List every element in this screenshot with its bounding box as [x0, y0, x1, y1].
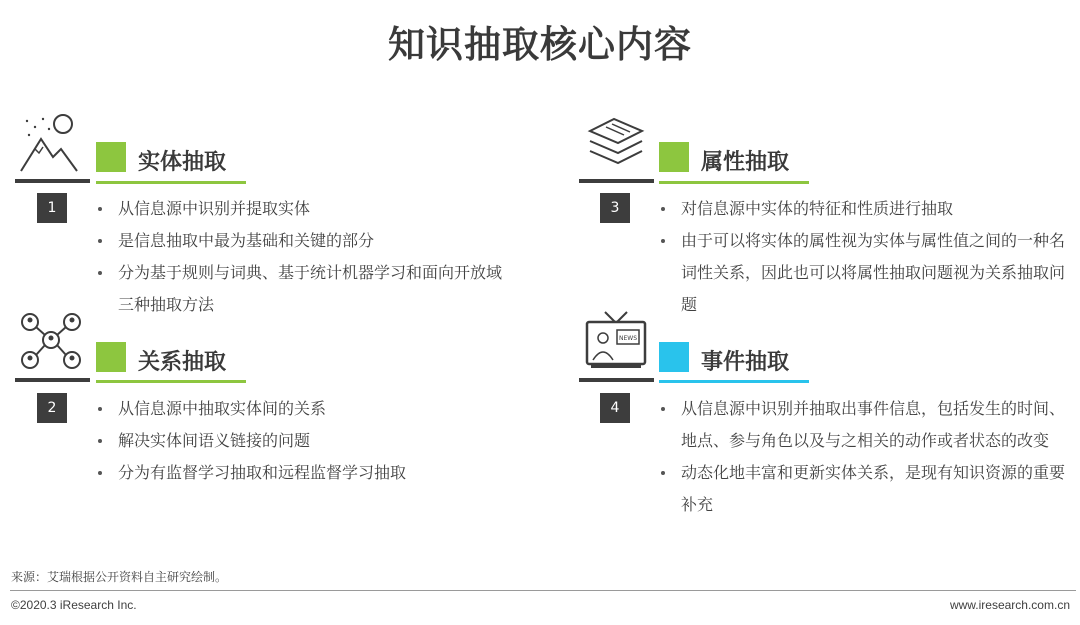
section-3-accent-square	[659, 142, 689, 172]
section-heading: 事件抽取	[701, 350, 790, 375]
bullet-item: 分为基于规则与词典、基于统计机器学习和面向开放域三种抽取方法	[96, 257, 516, 321]
bullet-item: 解决实体间语义链接的问题	[96, 425, 516, 457]
section-2-underline	[96, 380, 246, 383]
section-3-bullets	[659, 193, 1077, 321]
mountain-landscape-icon	[17, 113, 85, 175]
section-1-bullets	[96, 193, 516, 321]
people-network-icon	[20, 312, 84, 372]
section-1-rule	[15, 179, 90, 183]
news-tv-icon	[583, 310, 649, 374]
section-3-rule	[579, 179, 654, 183]
section-number-badge: 1	[37, 193, 67, 223]
bullet-item: 动态化地丰富和更新实体关系，是现有知识资源的重要补充	[659, 457, 1077, 521]
bullet-item: 从信息源中识别并提取实体	[96, 193, 516, 225]
section-2-accent-square	[96, 342, 126, 372]
copyright: ©2020.3 iResearch Inc.	[11, 598, 137, 612]
footer-divider	[10, 590, 1076, 591]
bullet-item: 是信息抽取中最为基础和关键的部分	[96, 225, 516, 257]
section-number-badge: 3	[600, 193, 630, 223]
bullet-item: 对信息源中实体的特征和性质进行抽取	[659, 193, 1077, 225]
section-3-underline	[659, 181, 809, 184]
section-number-badge: 4	[600, 393, 630, 423]
stacked-documents-icon	[584, 113, 648, 173]
section-1-accent-square	[96, 142, 126, 172]
section-2-bullets	[96, 393, 516, 489]
section-1-underline	[96, 181, 246, 184]
page-title: 知识抽取核心内容	[388, 23, 692, 66]
section-2-rule	[15, 378, 90, 382]
section-4-rule	[579, 378, 654, 382]
section-heading: 关系抽取	[138, 350, 227, 375]
section-heading: 属性抽取	[701, 150, 790, 175]
section-number-badge: 2	[37, 393, 67, 423]
website-url: www.iresearch.com.cn	[949, 598, 1070, 612]
source-note: 来源：艾瑞根据公开资料自主研究绘制。	[11, 570, 228, 584]
bullet-item: 从信息源中识别并抽取出事件信息，包括发生的时间、地点、参与角色以及与之相关的动作或者状态的改变	[659, 393, 1077, 457]
svg-text:NEWS: NEWS	[618, 335, 638, 342]
section-4-underline	[659, 380, 809, 383]
bullet-item: 从信息源中抽取实体间的关系	[96, 393, 516, 425]
bullet-item: 分为有监督学习抽取和远程监督学习抽取	[96, 457, 516, 489]
section-heading: 实体抽取	[138, 150, 227, 175]
section-4-bullets	[659, 393, 1077, 521]
bullet-item: 由于可以将实体的属性视为实体与属性值之间的一种名词性关系，因此也可以将属性抽取问题视为关系抽取问题	[659, 225, 1077, 321]
section-4-accent-square	[659, 342, 689, 372]
